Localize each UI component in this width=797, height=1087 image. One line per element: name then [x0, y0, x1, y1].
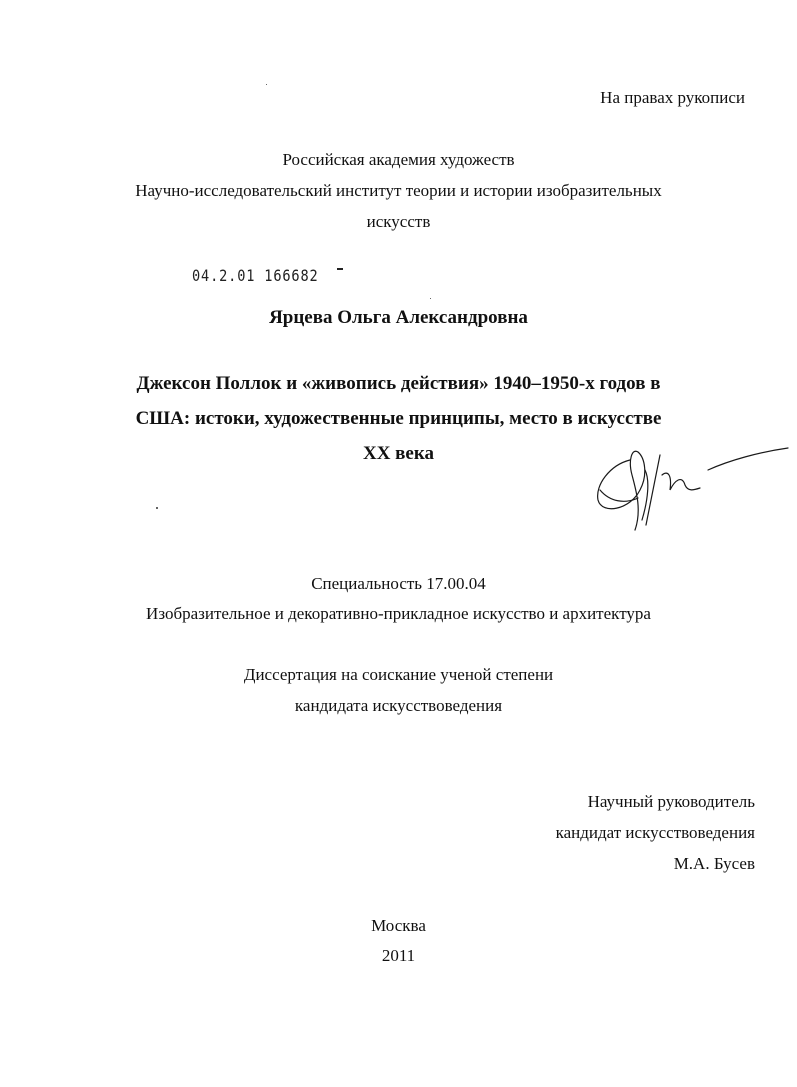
- handwritten-signature: [590, 430, 790, 540]
- dissertation-title-line3: XX века: [362, 443, 435, 464]
- stamp-dash-mark: [337, 268, 343, 270]
- dissertation-degree-line1: Диссертация на соискание ученой степени: [243, 665, 554, 684]
- city: Москва: [371, 916, 426, 935]
- library-stamp-number: 04.2.01 166682: [192, 266, 319, 285]
- specialty-name: Изобразительное и декоративно-прикладное искусство и архитектура: [146, 604, 651, 623]
- author-name: Ярцева Ольга Александровна: [269, 307, 528, 328]
- dissertation-title-line2: США: истоки, художественные принципы, место в искусстве: [135, 408, 662, 429]
- institute-name-line2: искусств: [366, 212, 431, 231]
- scan-speck: [430, 298, 431, 299]
- supervisor-degree: кандидат искусствоведения: [555, 823, 755, 842]
- specialty-code: Специальность 17.00.04: [311, 574, 486, 593]
- institute-name-line1: Научно-исследовательский институт теории и истории изобразительных: [135, 181, 662, 200]
- scan-speck: [156, 507, 158, 509]
- year: 2011: [381, 946, 416, 965]
- scan-speck: [266, 84, 267, 85]
- dissertation-degree-line2: кандидата искусствоведения: [294, 696, 503, 715]
- manuscript-note: На правах рукописи: [600, 88, 745, 107]
- dissertation-title-line1: Джексон Поллок и «живопись действия» 1940–1950-х годов в: [136, 373, 661, 394]
- supervisor-role: Научный руководитель: [587, 792, 755, 811]
- supervisor-name: М.А. Бусев: [673, 854, 755, 873]
- academy-name: Российская академия художеств: [282, 150, 515, 169]
